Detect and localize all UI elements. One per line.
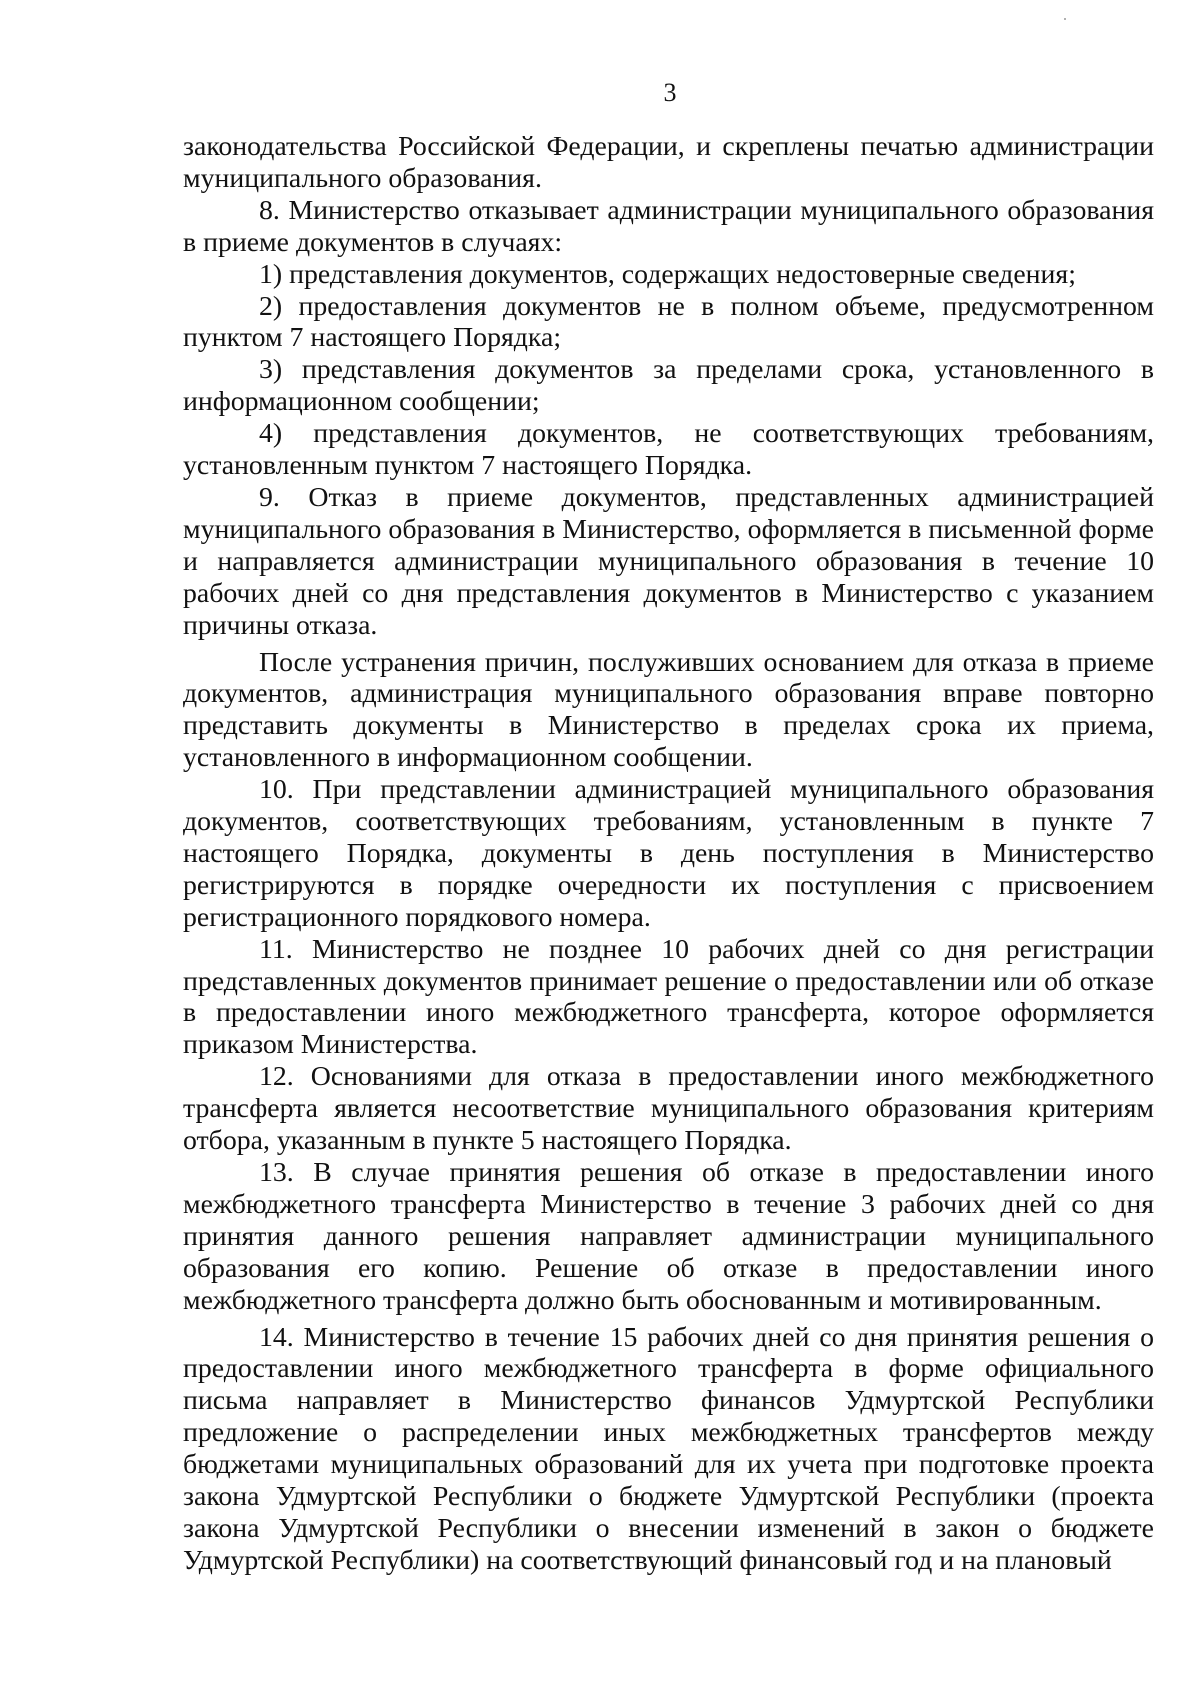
paragraph-item-8-3: 3) представления документов за пределами срока, установленного в информационном сообщении; — [183, 354, 1154, 418]
paragraph-item-8-2: 2) предоставления документов не в полном объеме, предусмотренном пунктом 7 настоящего Порядка; — [183, 290, 1154, 354]
paragraph-item-9: 9. Отказ в приеме документов, представленных администрацией муниципального образования в Министерство, оформляется в письменной форме и направляется администрации муниципального образования в течение 10 рабочих дней со дня представления документов в Министерство с указанием причины отказа. — [183, 481, 1154, 641]
paragraph-item-13: 13. В случае принятия решения об отказе в предоставлении иного межбюджетного трансферта Министерство в течение 3 рабочих дней со дня принятия данного решения направляет администрации муниципального образования его копию. Решение об отказе в предоставлении иного межбюджетного трансферта должно быть обоснованным и мотивированным. — [183, 1157, 1154, 1316]
paragraph-item-14: 14. Министерство в течение 15 рабочих дней со дня принятия решения о предоставлении иного межбюджетного трансферта в форме официального письма направляет в Министерство финансов Удмуртской Республики предложение о распределении иных межбюджетных трансфертов между бюджетами муниципальных образований для их учета при подготовке проекта закона Удмуртской Республики о бюджете Удмуртской Республики (проекта закона Удмуртской Республики о внесении изменений в закон о бюджете Удмуртской Республики) на соответствующий финансовый год и на плановый — [183, 1321, 1154, 1576]
paragraph-item-10: 10. При представлении администрацией муниципального образования документов, соответствующих требованиям, установленным в пункте 7 настоящего Порядка, документы в день поступления в Министерство регистрируются в порядке очередности их поступления с присвоением регистрационного порядкового номера. — [183, 774, 1154, 933]
paragraph-item-12: 12. Основаниями для отказа в предоставлении иного межбюджетного трансферта является несоответствие муниципального образования критериям отбора, указанным в пункте 5 настоящего Порядка. — [183, 1061, 1154, 1157]
paragraph-item-8: 8. Министерство отказывает администрации муниципального образования в приеме документов в случаях: — [183, 194, 1154, 258]
paragraph-item-8-1: 1) представления документов, содержащих недостоверные сведения; — [259, 258, 1076, 290]
paragraph-item-8-4: 4) представления документов, не соответствующих требованиям, установленным пунктом 7 настоящего Порядка. — [183, 418, 1154, 482]
paragraph-item-9-resubmission: После устранения причин, послуживших основанием для отказа в приеме документов, администрация муниципального образования вправе повторно представить документы в Министерство в пределах срока их приема, установленного в информационном сообщении. — [183, 646, 1154, 774]
paragraph-continuation: законодательства Российской Федерации, и скреплены печатью администрации муниципального образования. — [183, 131, 1154, 194]
scan-speck — [1064, 18, 1066, 20]
document-body — [183, 131, 1154, 1577]
page-number: 3 — [663, 78, 677, 107]
paragraph-item-11: 11. Министерство не позднее 10 рабочих дней со дня регистрации представленных документов принимает решение о предоставлении или об отказе в предоставлении иного межбюджетного трансферта, которое оформляется приказом Министерства. — [183, 933, 1154, 1061]
